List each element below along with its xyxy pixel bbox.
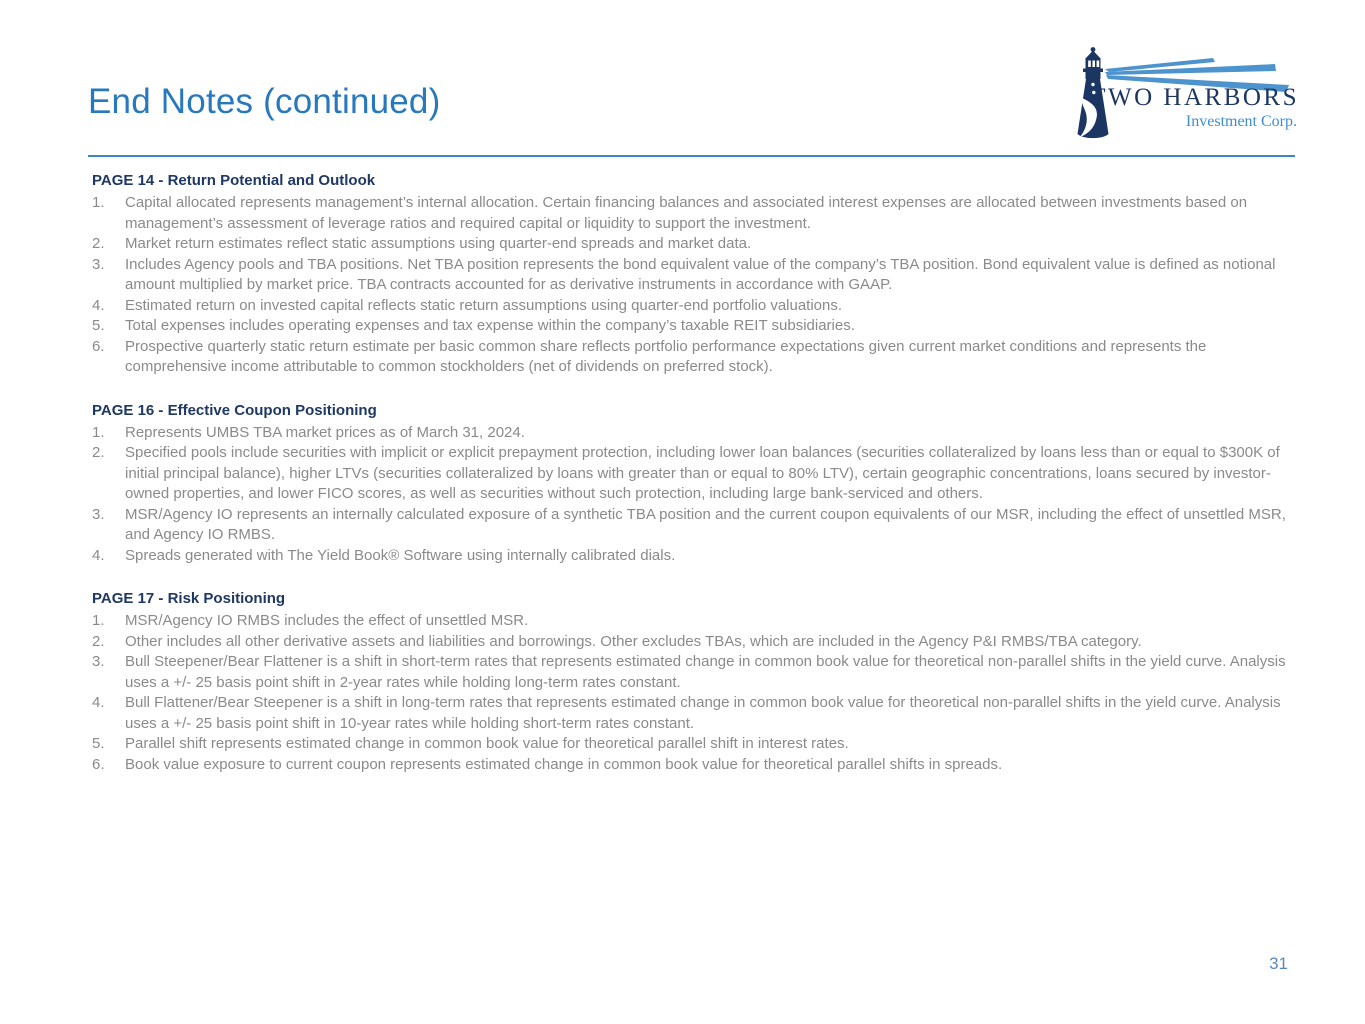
logo-company-name: TWO HARBORS xyxy=(1090,84,1299,111)
end-note-item: Parallel shift represents estimated change in common book value for theoretical parallel shift in interest rates. xyxy=(125,735,849,752)
end-note-item: Includes Agency pools and TBA positions. Net TBA position represents the bond equivalent value of the company’s TBA position. Bond equivalent value is defined as notional amount multiplied by market price. TBA contracts accounted for as derivative instruments in accordance with GAAP. xyxy=(125,255,1276,293)
end-note-item: Bull Flattener/Bear Steepener is a shift in long-term rates that represents estimated change in common book value for theoretical non-parallel shifts in the yield curve. Analysis uses a +/- 25 basis point shift in 10-year rates while holding short-term rates constant. xyxy=(125,694,1281,732)
slide-header xyxy=(0,0,1365,157)
logo-subtitle: Investment Corp. xyxy=(1185,113,1297,130)
note-section xyxy=(92,172,1299,378)
end-note-item: Book value exposure to current coupon represents estimated change in common book value for theoretical parallel shifts in spreads. xyxy=(125,755,1003,773)
end-note-item: Market return estimates reflect static assumptions using quarter-end spreads and market data. xyxy=(125,235,752,252)
end-note-item: Bull Steepener/Bear Flattener is a shift in short-term rates that represents estimated change in common book value for theoretical non-parallel shifts in the yield curve. Analysis uses a +/- 25 basis point shift in 2-year rates while holding long-term rates constant. xyxy=(125,653,1286,691)
end-note-item: Spreads generated with The Yield Book® Software using internally calibrated dials. xyxy=(125,546,676,564)
end-note-item: Total expenses includes operating expenses and tax expense within the company’s taxable REIT subsidiaries. xyxy=(125,317,855,334)
section-list xyxy=(92,423,1299,567)
section-heading: PAGE 14 - Return Potential and Outlook xyxy=(92,172,376,189)
end-note-item: Other includes all other derivative assets and liabilities and borrowings. Other excludes TBAs, which are included in the Agency P&I RMBS/TBA category. xyxy=(125,632,1142,650)
section-list xyxy=(92,193,1299,378)
page-number: 31 xyxy=(1269,954,1288,973)
notes-container xyxy=(92,172,1299,775)
note-section xyxy=(92,590,1299,775)
end-note-item: Represents UMBS TBA market prices as of March 31, 2024. xyxy=(125,423,525,441)
end-note-item: Estimated return on invested capital reflects static return assumptions using quarter-end portfolio valuations. xyxy=(125,296,843,314)
two-harbors-logo xyxy=(1073,46,1299,141)
end-note-item: Prospective quarterly static return estimate per basic common share reflects portfolio performance expectations given current market conditions and represents the comprehensive income attributable to common stockholders (net of dividends on preferred stock). xyxy=(125,337,1207,375)
end-note-item: MSR/Agency IO RMBS includes the effect of unsettled MSR. xyxy=(125,612,529,629)
section-heading: PAGE 17 - Risk Positioning xyxy=(92,590,286,607)
logo-text xyxy=(1090,84,1299,131)
page-title: End Notes (continued) xyxy=(88,82,441,121)
title-divider xyxy=(88,155,1295,157)
section-heading: PAGE 16 - Effective Coupon Positioning xyxy=(92,401,377,419)
end-note-item: Capital allocated represents management’s internal allocation. Certain financing balances and associated interest expenses are allocated between investments based on management’s assessment of leverage ratios and required capital or liquidity to support the investment. xyxy=(125,194,1248,232)
end-note-item: MSR/Agency IO represents an internally calculated exposure of a synthetic TBA position and the current coupon equivalents of our MSR, including the effect of unsettled MSR, and Agency IO RMBS. xyxy=(125,505,1286,543)
note-section xyxy=(92,402,1299,567)
end-note-item: Specified pools include securities with implicit or explicit prepayment protection, including lower loan balances (securities collateralized by loans less than or equal to $300K of initial principal balance), higher LTVs (securities collateralized by loans with greater than or equal to 80% LTV), certain geographic concentrations, loans secured by investor-owned properties, and lower FICO scores, as well as securities without such protection, including large bank-serviced and others. xyxy=(125,444,1280,502)
section-list xyxy=(92,611,1299,775)
